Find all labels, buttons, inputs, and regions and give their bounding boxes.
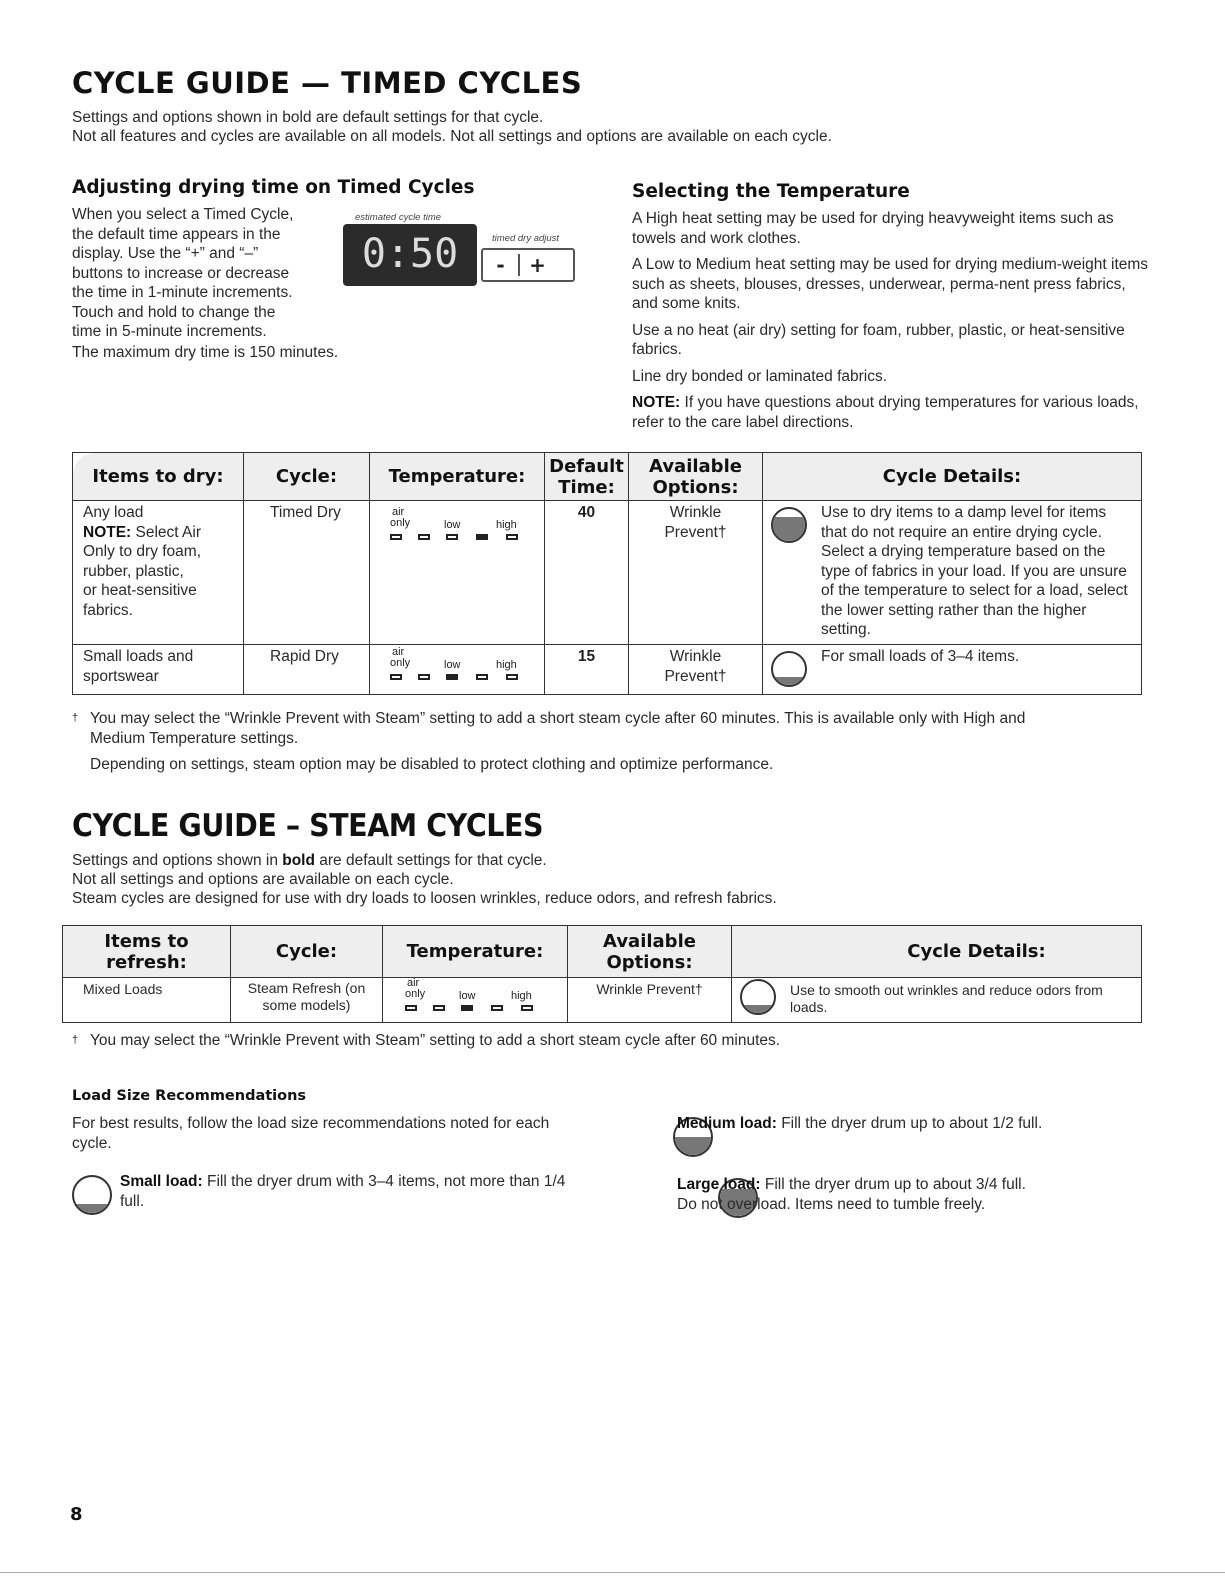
- adjust-line: the time in 1-minute increments.: [72, 284, 293, 301]
- steam-intro-text: are default settings for that cycle.: [314, 852, 547, 869]
- row-items: [73, 645, 244, 695]
- temp-label-low: low: [444, 659, 461, 671]
- temperature-selector: [397, 978, 547, 1022]
- note-label: NOTE:: [632, 394, 681, 411]
- row-temperature: [383, 978, 568, 1023]
- table-row: [63, 978, 1142, 1023]
- medium-load-text: [677, 1114, 1042, 1134]
- header-cycle: Cycle:: [244, 453, 370, 501]
- row-temperature: [370, 501, 545, 645]
- steam-intro-2: Not all settings and options are available on each cycle.: [72, 871, 454, 888]
- steam-intro-3: Steam cycles are designed for use with dry loads to loosen wrinkles, reduce odors, and refresh fabrics.: [72, 890, 777, 907]
- page-number: 8: [70, 1504, 83, 1525]
- timed-dry-adjust-label: timed dry adjust: [492, 233, 560, 244]
- temp-setting: [506, 674, 518, 680]
- table-row: [73, 501, 1142, 645]
- header-items-to-dry: Items to dry:: [73, 453, 244, 501]
- items-note-text: or heat-sensitive: [83, 582, 197, 599]
- option-text: Prevent†: [664, 523, 727, 541]
- temp-setting: [491, 1005, 503, 1011]
- load-fill: [74, 1204, 110, 1213]
- temperature-selector: [382, 507, 532, 551]
- row-default-time: 40: [545, 501, 629, 645]
- row-items: Mixed Loads: [63, 978, 231, 1023]
- temp-setting-selected: [461, 1005, 473, 1011]
- temperature-heading: Selecting the Temperature: [632, 181, 910, 202]
- header-cycle: Cycle:: [231, 926, 383, 978]
- load-size-icon: [740, 979, 776, 1015]
- temp-label-air: air: [392, 506, 405, 518]
- row-cycle: Timed Dry: [244, 501, 370, 645]
- row-cycle: Rapid Dry: [244, 645, 370, 695]
- option-text: Wrinkle: [669, 504, 722, 521]
- note-label: NOTE:: [83, 523, 132, 541]
- details-text: For small loads of 3–4 items.: [821, 648, 1020, 665]
- items-note-text: rubber, plastic,: [83, 562, 184, 580]
- temperature-note: [632, 393, 1152, 432]
- row-details: [732, 978, 1142, 1023]
- medium-load-label: Medium load:: [677, 1115, 777, 1132]
- row-items: [73, 501, 244, 645]
- temperature-paragraph: Line dry bonded or laminated fabrics.: [632, 367, 888, 385]
- temp-setting-selected: [446, 674, 458, 680]
- row-cycle: [231, 978, 383, 1023]
- row-details: [763, 501, 1142, 645]
- plus-button[interactable]: +: [529, 253, 546, 277]
- temp-label-air: air: [407, 977, 420, 989]
- temp-setting: [521, 1005, 533, 1011]
- temp-label-only: only: [390, 517, 411, 529]
- load-size-heading: Load Size Recommendations: [72, 1088, 307, 1104]
- adjust-line: When you select a Timed Cycle,: [72, 206, 294, 223]
- items-note: [83, 523, 233, 543]
- row-options: [629, 645, 763, 695]
- steam-cycles-title: CYCLE GUIDE – STEAM CYCLES: [72, 808, 544, 844]
- header-temperature: Temperature:: [383, 926, 568, 978]
- small-load-description: Fill the dryer drum with 3–4 items, not more than 1/4 full.: [120, 1173, 566, 1210]
- footnote-mark: †: [72, 712, 79, 724]
- timed-cycles-title: CYCLE GUIDE — TIMED CYCLES: [72, 66, 583, 100]
- header-available-options: Available Options:: [629, 453, 763, 501]
- temp-label-low: low: [459, 990, 476, 1002]
- temp-setting: [390, 674, 402, 680]
- items-note-text: Select Air: [131, 523, 201, 541]
- steam-footnote: You may select the “Wrinkle Prevent with Steam” setting to add a short steam cycle after 60 minutes.: [90, 1032, 781, 1049]
- timed-footnote-2: Depending on settings, steam option may be disabled to protect clothing and optimize performance.: [90, 756, 774, 773]
- temp-label-high: high: [511, 990, 532, 1002]
- estimated-cycle-time-label: estimated cycle time: [355, 212, 442, 223]
- row-temperature: [370, 645, 545, 695]
- small-load-label: Small load:: [120, 1173, 203, 1190]
- footnote-line: Medium Temperature settings.: [90, 729, 299, 747]
- footnote-line: You may select the “Wrinkle Prevent with Steam” setting to add a short steam cycle after 60 minutes. This is available only with High and: [90, 710, 1026, 727]
- small-load-icon: [72, 1175, 112, 1215]
- time-display-value: 0:50: [361, 231, 459, 277]
- details-text: Use to dry items to a damp level for items that do not require an entire drying cycle. Select a drying temperature based on the type of fabrics in your load. If you are unsure of the temperature to select for a load, select the lower setting rather than the higher setting.: [821, 504, 1128, 638]
- header-default-time: Default Time:: [545, 453, 629, 501]
- option-text: Wrinkle: [669, 648, 722, 665]
- load-size-icon: [771, 507, 807, 543]
- large-load-description: Fill the dryer drum up to about 3/4 full.: [760, 1176, 1026, 1193]
- temperature-paragraph: A High heat setting may be used for drying heavyweight items such as towels and work clothes.: [632, 210, 1114, 247]
- option-text: Prevent†: [664, 667, 727, 685]
- temperature-paragraph: A Low to Medium heat setting may be used for drying medium-weight items such as sheets, blouses, dresses, underwear, perma-nent press fabrics, and some knits.: [632, 256, 1149, 312]
- timed-intro-2: Not all features and cycles are available on all models. Not all settings and options are available on each cycle.: [72, 128, 832, 145]
- temperature-paragraph: Use a no heat (air dry) setting for foam, rubber, plastic, or heat-sensitive fabrics.: [632, 321, 1125, 358]
- adjust-line: buttons to increase or decrease: [72, 264, 290, 282]
- cycle-text: Steam Refresh (on: [247, 980, 366, 996]
- adjust-line: display. Use the “+” and “–”: [72, 245, 259, 262]
- minus-button[interactable]: -: [496, 253, 505, 277]
- items-text: sportswear: [83, 667, 159, 685]
- temp-label-low: low: [444, 519, 461, 531]
- details-text: Use to smooth out wrinkles and reduce odors from loads.: [790, 982, 1103, 1015]
- footnote-mark: †: [72, 1034, 79, 1046]
- timed-intro-1: Settings and options shown in bold are default settings for that cycle.: [72, 109, 544, 126]
- header-cycle-details: Cycle Details:: [763, 453, 1142, 501]
- temp-setting: [433, 1005, 445, 1011]
- items-note-text: Only to dry foam,: [83, 543, 202, 560]
- row-details: [763, 645, 1142, 695]
- timed-dry-adjust-control: [481, 248, 575, 282]
- temp-label-high: high: [496, 659, 517, 671]
- temperature-paragraphs: [632, 209, 1152, 439]
- items-text: Small loads and: [83, 648, 194, 665]
- header-available-options: Available Options:: [568, 926, 732, 978]
- adjust-max-time: The maximum dry time is 150 minutes.: [72, 344, 339, 361]
- timed-footnote-1: [90, 709, 1150, 748]
- temp-setting-selected: [476, 534, 488, 540]
- adjust-line: Touch and hold to change the: [72, 303, 276, 321]
- timed-cycles-table: [72, 452, 1142, 695]
- steam-intro-1: [72, 851, 547, 871]
- adjust-line: the default time appears in the: [72, 225, 281, 243]
- temp-label-high: high: [496, 519, 517, 531]
- header-temperature: Temperature:: [370, 453, 545, 501]
- temp-setting: [418, 674, 430, 680]
- header-cycle-details: Cycle Details:: [732, 926, 1142, 978]
- row-default-time: 15: [545, 645, 629, 695]
- load-fill: [773, 517, 805, 541]
- large-load-text: [677, 1175, 1026, 1214]
- temperature-selector: [382, 647, 532, 691]
- steam-intro-text: Settings and options shown in: [72, 852, 283, 869]
- load-fill: [675, 1137, 711, 1155]
- temp-setting: [506, 534, 518, 540]
- load-size-icon: [771, 651, 807, 687]
- steam-intro-bold: bold: [282, 852, 315, 869]
- load-fill: [773, 677, 805, 685]
- cycle-text: some models): [262, 997, 351, 1013]
- items-text: Any load: [83, 504, 144, 521]
- temp-label-air: air: [392, 646, 405, 658]
- temp-setting: [476, 674, 488, 680]
- temp-label-only: only: [390, 657, 411, 669]
- small-load-text: [120, 1172, 590, 1211]
- load-fill: [742, 1005, 774, 1013]
- temp-setting: [418, 534, 430, 540]
- row-options: Wrinkle Prevent†: [568, 978, 732, 1023]
- note-text: If you have questions about drying temperatures for various loads, refer to the care label directions.: [632, 394, 1139, 431]
- adjust-heading: Adjusting drying time on Timed Cycles: [72, 177, 475, 198]
- row-options: [629, 501, 763, 645]
- temp-label-only: only: [405, 988, 426, 1000]
- medium-load-description: Fill the dryer drum up to about 1/2 full.: [776, 1115, 1043, 1132]
- large-load-label: Large load:: [677, 1176, 761, 1193]
- page-bottom-rule: [0, 1572, 1225, 1573]
- load-size-intro: For best results, follow the load size recommendations noted for each cycle.: [72, 1115, 550, 1152]
- large-load-description: Do not overload. Items need to tumble freely.: [677, 1195, 986, 1213]
- header-items-to-refresh: Items to refresh:: [63, 926, 231, 978]
- steam-cycles-table: [62, 925, 1142, 1023]
- temp-setting: [405, 1005, 417, 1011]
- adjust-line: time in 5-minute increments.: [72, 323, 267, 340]
- items-note-text: fabrics.: [83, 601, 133, 619]
- adjust-paragraph: [72, 205, 342, 342]
- temp-setting: [390, 534, 402, 540]
- table-row: [73, 645, 1142, 695]
- time-display: [343, 224, 477, 286]
- temp-setting: [446, 534, 458, 540]
